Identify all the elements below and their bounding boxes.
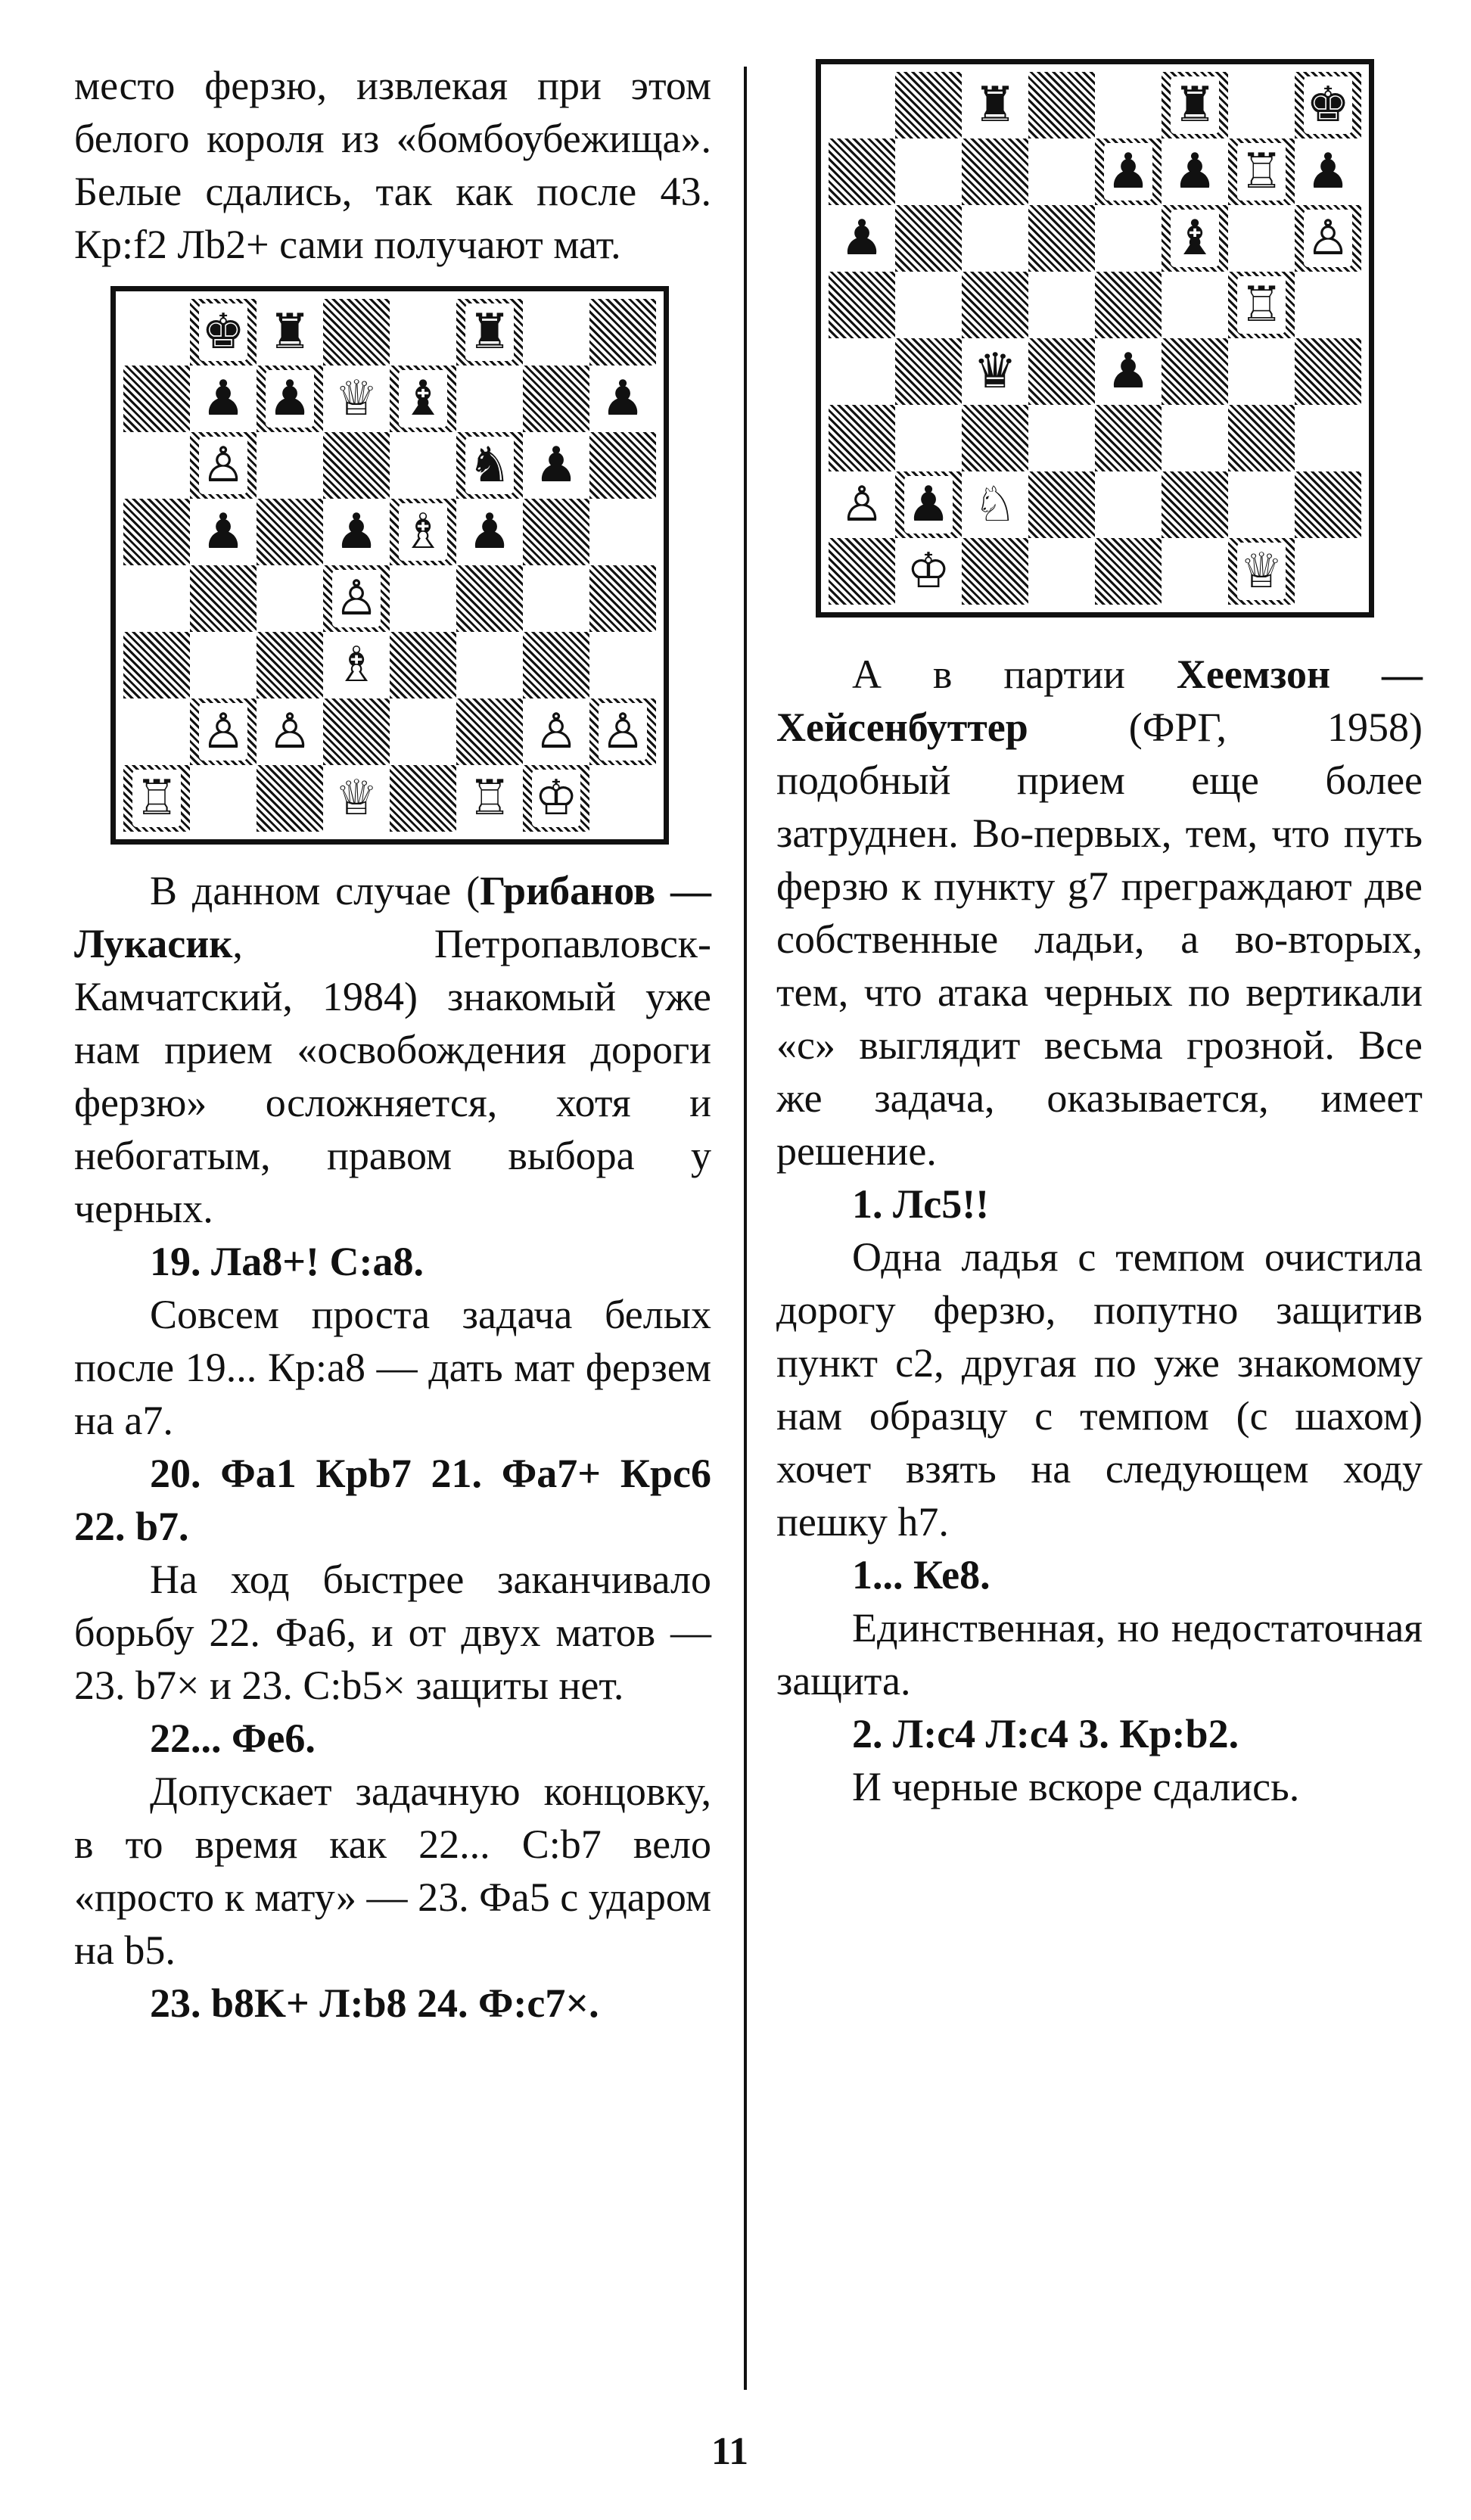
board-square xyxy=(323,299,390,366)
board-square xyxy=(589,366,656,432)
board-square xyxy=(1028,471,1095,538)
chess-piece: ♙ xyxy=(532,703,580,761)
board-square xyxy=(895,538,962,605)
chess-piece: ♕ xyxy=(1237,543,1285,600)
paragraph xyxy=(776,648,1423,1178)
board-square xyxy=(1028,338,1095,405)
board-square xyxy=(190,632,257,698)
board-square xyxy=(257,698,323,765)
board-square xyxy=(1028,272,1095,338)
board-square xyxy=(895,338,962,405)
board-square xyxy=(123,499,190,565)
chess-piece: ♔ xyxy=(532,770,580,827)
board-square xyxy=(190,765,257,832)
board-square xyxy=(1295,538,1361,605)
move-line: 2. Л:с4 Л:с4 3. Кр:b2. xyxy=(852,1711,1239,1756)
board-square xyxy=(523,432,589,499)
board-square xyxy=(589,632,656,698)
board-square xyxy=(1228,272,1295,338)
board-square xyxy=(829,205,895,272)
board-square xyxy=(390,299,456,366)
chess-diagram-2 xyxy=(816,59,1374,618)
board-square xyxy=(1162,72,1228,138)
board-square xyxy=(895,405,962,471)
board-square xyxy=(190,432,257,499)
chess-piece: ♖ xyxy=(132,770,180,827)
players: Хеемзон — Хейсенбуттер xyxy=(776,652,1423,750)
move-line: 23. b8K+ Л:b8 24. Ф:с7×. xyxy=(150,1980,599,2026)
board-square xyxy=(1162,272,1228,338)
text: А в партии xyxy=(852,652,1177,697)
text: В данном случае ( xyxy=(150,868,480,913)
board-square xyxy=(456,565,523,632)
board-square xyxy=(523,499,589,565)
chess-piece: ♟ xyxy=(199,370,247,428)
board-square xyxy=(895,272,962,338)
board-square xyxy=(589,565,656,632)
board-square xyxy=(829,138,895,205)
move-line: 19. Ла8+! С:а8. xyxy=(150,1239,424,1284)
board-square xyxy=(390,499,456,565)
chess-piece: ♗ xyxy=(399,503,446,561)
chess-piece: ♟ xyxy=(838,210,885,267)
left-column xyxy=(74,59,711,2030)
chess-piece: ♘ xyxy=(971,476,1019,534)
chess-piece: ♟ xyxy=(1104,143,1152,201)
board-square xyxy=(523,632,589,698)
board-square xyxy=(895,138,962,205)
board-square xyxy=(257,632,323,698)
board-square xyxy=(190,565,257,632)
board-square xyxy=(523,698,589,765)
paragraph xyxy=(74,864,711,1235)
board-square xyxy=(1095,471,1162,538)
board-square xyxy=(456,632,523,698)
chess-piece: ♗ xyxy=(332,636,380,694)
board-square xyxy=(962,272,1028,338)
board-square xyxy=(456,698,523,765)
board-square xyxy=(829,471,895,538)
board-square xyxy=(1162,138,1228,205)
board-square xyxy=(589,765,656,832)
chess-piece: ♟ xyxy=(532,437,580,494)
board-square xyxy=(323,565,390,632)
board-square xyxy=(123,565,190,632)
chess-piece: ♟ xyxy=(1304,143,1351,201)
board-square xyxy=(1095,272,1162,338)
chess-piece: ♞ xyxy=(465,437,513,494)
chess-piece: ♟ xyxy=(904,476,952,534)
chess-piece: ♖ xyxy=(1237,276,1285,334)
board-square xyxy=(589,432,656,499)
board-square xyxy=(1295,205,1361,272)
chess-piece: ♙ xyxy=(838,476,885,534)
board-square xyxy=(323,765,390,832)
paragraph: Единственная, но недостаточная защита. xyxy=(776,1605,1423,1703)
board-square xyxy=(1228,471,1295,538)
board-square xyxy=(1295,471,1361,538)
chess-piece: ♟ xyxy=(465,503,513,561)
board-square xyxy=(1162,405,1228,471)
board-square xyxy=(1228,205,1295,272)
board-square xyxy=(190,698,257,765)
board-square xyxy=(1295,72,1361,138)
move-line: 1. Лс5!! xyxy=(852,1181,990,1227)
board-square xyxy=(1095,338,1162,405)
board-square xyxy=(962,538,1028,605)
chess-piece: ♝ xyxy=(399,370,446,428)
board-square xyxy=(190,499,257,565)
chess-piece: ♟ xyxy=(199,503,247,561)
board-square xyxy=(1295,405,1361,471)
board-square xyxy=(1162,538,1228,605)
paragraph: Одна ладья с темпом очистила дорогу ферзю, попутно защитив пункт с2, другая по уже знакомому нам образцу с темпом (с шахом) хочет взять на следующем ходу пешку h7. xyxy=(776,1234,1423,1545)
board-square xyxy=(589,698,656,765)
chess-piece: ♙ xyxy=(599,703,646,761)
move-line: 1... Ке8. xyxy=(852,1552,991,1598)
chess-piece: ♔ xyxy=(904,543,952,600)
board-square xyxy=(123,698,190,765)
chess-piece: ♙ xyxy=(199,703,247,761)
text: , Петропавловск-Камчатский, 1984) знакомый уже нам прием «освобождения дороги ферзю» осложняется, хотя и небогатым, правом выбора у черных. xyxy=(74,921,711,1231)
board-square xyxy=(390,632,456,698)
board-square xyxy=(1028,138,1095,205)
board-square xyxy=(1028,72,1095,138)
board-square xyxy=(123,765,190,832)
board-square xyxy=(123,632,190,698)
right-column xyxy=(776,59,1423,1813)
chess-piece: ♜ xyxy=(266,303,313,361)
paragraph: Совсем проста задача белых после 19... Кр:а8 — дать мат ферзем на а7. xyxy=(74,1292,711,1443)
board-square xyxy=(190,366,257,432)
intro-text: место ферзю, извлекая при этом белого короля из «бомбоубежища». Белые сдались, так как после 43. Кр:f2 Лb2+ сами получают мат. xyxy=(74,63,711,267)
board-square xyxy=(1295,138,1361,205)
chess-piece: ♙ xyxy=(199,437,247,494)
board-square xyxy=(456,765,523,832)
board-square xyxy=(962,138,1028,205)
board-square xyxy=(1162,338,1228,405)
board-square xyxy=(390,432,456,499)
board-square xyxy=(123,432,190,499)
board-square xyxy=(1028,538,1095,605)
chess-piece: ♖ xyxy=(465,770,513,827)
move-line: 20. Фа1 Кpb7 21. Фа7+ Крс6 22. b7. xyxy=(74,1451,711,1549)
chess-piece: ♙ xyxy=(332,570,380,627)
column-divider xyxy=(744,67,747,2390)
board-square xyxy=(257,432,323,499)
board-square xyxy=(1095,205,1162,272)
board-square xyxy=(829,272,895,338)
board-square xyxy=(1162,205,1228,272)
board-square xyxy=(123,299,190,366)
board-square xyxy=(1228,138,1295,205)
board-square xyxy=(829,538,895,605)
board-square xyxy=(456,299,523,366)
board-square xyxy=(390,765,456,832)
chess-piece: ♕ xyxy=(332,370,380,428)
players: Грибанов — Лукасик xyxy=(74,868,711,966)
board-square xyxy=(1295,272,1361,338)
board-square xyxy=(829,405,895,471)
board-square xyxy=(1095,538,1162,605)
board-square xyxy=(523,299,589,366)
board-square xyxy=(323,632,390,698)
chess-piece: ♙ xyxy=(266,703,313,761)
board-square xyxy=(1162,471,1228,538)
board-square xyxy=(895,471,962,538)
board-square xyxy=(1028,405,1095,471)
board-square xyxy=(323,432,390,499)
board-square xyxy=(257,299,323,366)
chess-piece: ♖ xyxy=(1237,143,1285,201)
chess-diagram-1 xyxy=(110,286,669,845)
chess-piece: ♟ xyxy=(1104,343,1152,400)
board-square xyxy=(257,565,323,632)
paragraph: На ход быстрее заканчивало борьбу 22. Фа6, и от двух матов — 23. b7× и 23. С:b5× защиты нет. xyxy=(74,1557,711,1708)
chess-piece: ♟ xyxy=(599,370,646,428)
chess-piece: ♙ xyxy=(1304,210,1351,267)
board-square xyxy=(962,205,1028,272)
board-square xyxy=(1228,72,1295,138)
board-square xyxy=(523,366,589,432)
chess-piece: ♜ xyxy=(971,76,1019,134)
board-square xyxy=(1228,405,1295,471)
board-square xyxy=(323,366,390,432)
board-square xyxy=(589,499,656,565)
board-square xyxy=(390,366,456,432)
board-square xyxy=(456,366,523,432)
page-number: 11 xyxy=(711,2430,749,2473)
board-square xyxy=(323,698,390,765)
board-square xyxy=(1028,205,1095,272)
board-square xyxy=(323,499,390,565)
board-square xyxy=(1228,538,1295,605)
chess-piece: ♟ xyxy=(1171,143,1218,201)
board-square xyxy=(257,366,323,432)
board-square xyxy=(190,299,257,366)
board-square xyxy=(1095,405,1162,471)
board-square xyxy=(523,565,589,632)
board-square xyxy=(523,765,589,832)
chess-piece: ♚ xyxy=(199,303,247,361)
board-square xyxy=(456,432,523,499)
board-square xyxy=(1095,72,1162,138)
board-square xyxy=(1228,338,1295,405)
chess-piece: ♛ xyxy=(971,343,1019,400)
chess-piece: ♕ xyxy=(332,770,380,827)
board-square xyxy=(962,72,1028,138)
board-square xyxy=(1295,338,1361,405)
board-square xyxy=(962,405,1028,471)
board-square xyxy=(895,205,962,272)
board-square xyxy=(456,499,523,565)
chess-piece: ♜ xyxy=(465,303,513,361)
board-square xyxy=(1095,138,1162,205)
board-square xyxy=(829,72,895,138)
text: (ФРГ, 1958) подобный прием еще более затруднен. Во-первых, тем, что путь ферзю к пункту g7 преграждают две собственные ладьи, а во-вторых, тем, что атака черных по вертикали «с» выглядит весьма грозной. Все же задача, оказывается, имеет решение. xyxy=(776,705,1423,1174)
chess-piece: ♟ xyxy=(332,503,380,561)
board-square xyxy=(829,338,895,405)
board-square xyxy=(962,338,1028,405)
board-square xyxy=(962,471,1028,538)
board-square xyxy=(589,299,656,366)
chess-piece: ♝ xyxy=(1171,210,1218,267)
chess-piece: ♜ xyxy=(1171,76,1218,134)
chess-piece: ♟ xyxy=(266,370,313,428)
chess-piece: ♚ xyxy=(1304,76,1351,134)
board-square xyxy=(123,366,190,432)
board-square xyxy=(390,565,456,632)
board-square xyxy=(895,72,962,138)
paragraph: Допускает задачную концовку, в то время как 22... С:b7 вело «просто к мату» — 23. Фа5 с ударом на b5. xyxy=(74,1769,711,1973)
paragraph: И черные вскоре сдались. xyxy=(852,1764,1300,1809)
board-square xyxy=(390,698,456,765)
board-square xyxy=(257,499,323,565)
move-line: 22... Фе6. xyxy=(150,1716,316,1761)
board-square xyxy=(257,765,323,832)
